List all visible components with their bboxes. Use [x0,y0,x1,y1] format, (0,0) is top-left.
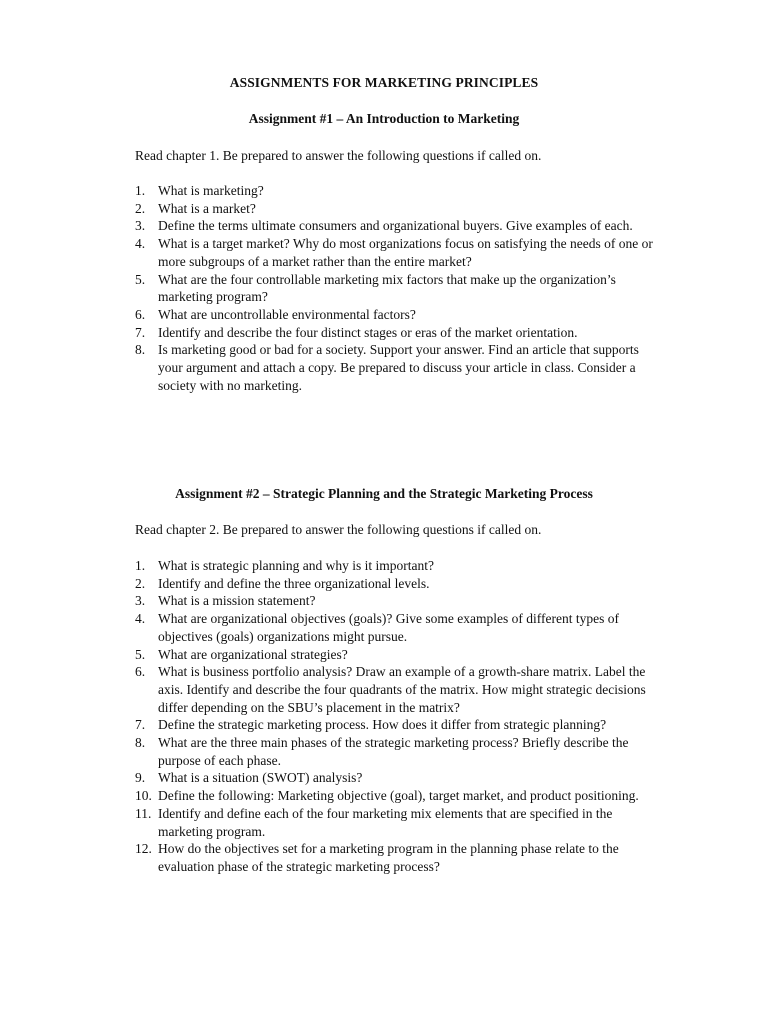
question-item [135,610,655,645]
question-text: What is a situation (SWOT) analysis? [158,770,363,786]
question-item [135,840,655,875]
question-number: 8. [135,342,146,358]
document-title: ASSIGNMENTS FOR MARKETING PRINCIPLES [229,75,539,90]
question-number: 5. [135,646,146,662]
question-number: 2. [135,200,146,216]
question-number: 3. [135,218,146,234]
question-number: 9. [135,770,146,786]
assignment-2-heading: Assignment #2 – Strategic Planning and the Strategic Marketing Process [175,486,593,501]
question-number: 2. [135,575,146,591]
question-text: What are the three main phases of the strategic marketing process? Briefly describe the purpose of each phase. [158,735,629,768]
question-text: What is business portfolio analysis? Draw an example of a growth-share matrix. Label the axis. Identify and describe the four quadrants of the matrix. How might strategic decisions differ depending on the SBU’s placement in the matrix? [158,664,646,715]
question-item [135,787,655,805]
question-text: What is a mission statement? [158,593,316,609]
assignment-2-question-list [135,557,655,876]
question-item [135,235,655,270]
question-text: Define the terms ultimate consumers and organizational buyers. Give examples of each. [158,218,633,234]
question-number: 7. [135,717,146,733]
question-item [135,217,655,235]
assignment-1-question-list [135,182,655,394]
question-number: 1. [135,183,146,198]
question-number: 6. [135,664,146,680]
question-item [135,663,655,716]
question-item [135,734,655,769]
question-text: What is a target market? Why do most organizations focus on satisfying the needs of one or more subgroups of a market rather than the entire market? [158,236,653,269]
question-text: Identify and define the three organizational levels. [158,575,430,591]
question-item [135,324,655,342]
question-number: 1. [135,558,146,573]
question-number: 10. [135,788,152,804]
question-item [135,271,655,306]
question-number: 4. [135,236,146,252]
question-number: 7. [135,324,146,340]
question-item [135,557,655,575]
question-number: 6. [135,306,146,322]
question-text: What are uncontrollable environmental factors? [158,306,416,322]
question-item [135,200,655,218]
question-text: What is marketing? [158,183,264,198]
question-item [135,341,655,394]
question-text: Identify and define each of the four marketing mix elements that are specified in the marketing program. [158,805,613,839]
question-text: Define the following: Marketing objective (goal), target market, and product positioning. [158,788,639,804]
question-item [135,575,655,593]
question-number: 4. [135,611,146,627]
question-item [135,646,655,664]
question-text: Is marketing good or bad for a society. Support your answer. Find an article that supports your argument and attach a copy. Be prepared to discuss your article in class. Consider a society with no marketing. [158,342,639,393]
question-item [135,716,655,734]
question-text: Define the strategic marketing process. How does it differ from strategic planning? [158,717,607,733]
question-item [135,182,655,200]
question-item [135,805,655,840]
question-text: How do the objectives set for a marketing program in the planning phase relate to the evaluation phase of the strategic marketing process? [158,841,619,874]
question-number: 12. [135,841,152,857]
question-text: What is a market? [158,200,256,216]
assignment-1-heading: Assignment #1 – An Introduction to Marketing [248,111,520,126]
assignment-2-intro: Read chapter 2. Be prepared to answer the following questions if called on. [135,522,542,537]
question-text: What are organizational strategies? [158,646,348,662]
question-text: What is strategic planning and why is it important? [158,558,434,573]
question-item [135,306,655,324]
question-text: What are organizational objectives (goals)? Give some examples of different types of objectives (goals) organizations might pursue. [158,611,619,644]
question-text: Identify and describe the four distinct stages or eras of the market orientation. [158,324,578,340]
question-number: 8. [135,735,146,751]
question-number: 5. [135,271,146,287]
question-text: What are the four controllable marketing mix factors that make up the organization’s marketing program? [158,271,616,305]
question-number: 11. [135,805,152,821]
question-item [135,769,655,787]
assignment-1-intro: Read chapter 1. Be prepared to answer the following questions if called on. [135,148,542,163]
question-number: 3. [135,593,146,609]
question-item [135,592,655,610]
